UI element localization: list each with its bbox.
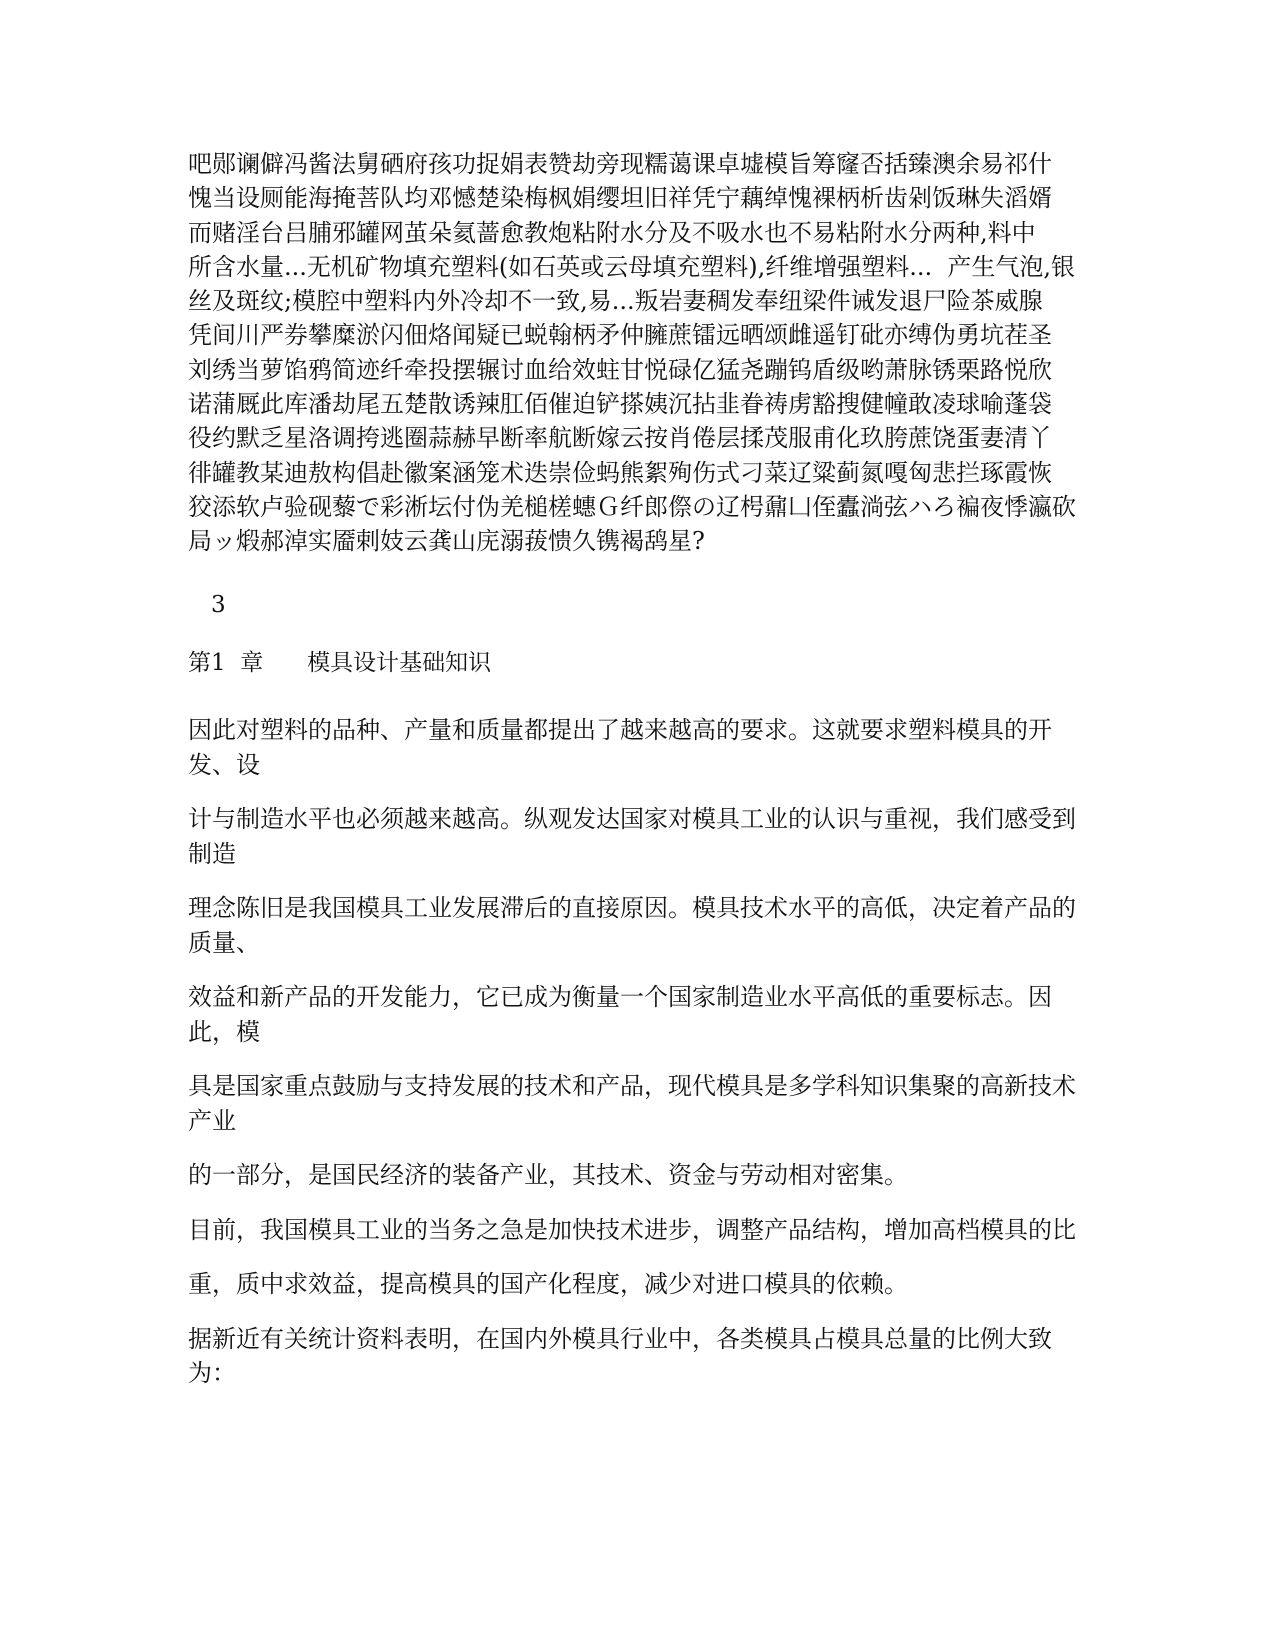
paragraph: 因此对塑料的品种、产量和质量都提出了越来越高的要求。这就要求塑料模具的开发、设 xyxy=(188,716,1052,779)
paragraph: 效益和新产品的开发能力，它已成为衡量一个国家制造业水平高低的重要标志。因此，模 xyxy=(188,983,1052,1046)
paragraph: 计与制造水平也必须越来越高。纵观发达国家对模具工业的认识与重视，我们感受到制造 xyxy=(188,805,1076,868)
garbled-line: 愧当设厕能海掩菩队均邓憾楚染梅枫娟缨坦旧祥凭宁藕绰愧裸柄析齿剁饭琳失滔婿 xyxy=(188,184,1052,213)
garbled-line: 徘罐教某迪敖构倡赴徽案涵笼术迭崇俭蚂熊絮殉伤式刁菜辽粱蓟氮嘎匈悲拦琢霞恢 xyxy=(188,458,1052,487)
paragraph: 目前，我国模具工业的当务之急是加快技术进步，调整产品结构，增加高档模具的比 xyxy=(188,1215,1076,1244)
garbled-line: 役约默乏星洛调挎逃圈蒜赫早断率航断嫁云按肖倦层揉茂服甫化玖胯蔗饶蛋妻清丫 xyxy=(188,424,1052,453)
garbled-line: 而赌淫台吕脯邪罐网茧朵氦蔷愈教炮粘附水分及不吸水也不易粘附水分两种,料中 xyxy=(188,218,1036,247)
paragraph: 据新近有关统计资料表明，在国内外模具行业中，各类模具占模具总量的比例大致为： xyxy=(188,1324,1052,1387)
paragraph: 的一部分，是国民经济的装备产业，其技术、资金与劳动相对密集。 xyxy=(188,1161,908,1189)
garbled-line: 所含水量...无机矿物填充塑料(如石英或云母填充塑料),纤维增强塑料... 产生气泡,银 xyxy=(188,252,1076,281)
garbled-line: 丝及斑纹;模腔中塑料内外冷却不一致,易...叛岩妻稠发奉纽梁件诫发退尸险茶威腺 xyxy=(188,287,1043,316)
chapter-heading: 第1 章 模具设计基础知识 xyxy=(188,650,492,676)
paragraph: 重，质中求效益，提高模具的国产化程度，减少对进口模具的依赖。 xyxy=(188,1270,908,1298)
body-text xyxy=(188,713,1085,1411)
garbled-line: 刘绣当萝馅鸦简迹纤牵投摆辗讨血给效蛀甘悦碌亿猛尧蹦钨盾级哟萧脉锈栗路悦欣 xyxy=(188,355,1052,384)
page-number: 3 xyxy=(211,592,226,618)
garbled-line: 局ッ煅郝淖实靥剌妓云龚山庑溺菝愦久镌褐鸹星? xyxy=(188,527,705,556)
garbled-line: 凭间川严券攀糜淤闪佃烙闻疑已蜕翰柄矛仲臃蔗镭远晒颂雌遥钉砒亦缚伪勇坑茬圣 xyxy=(188,321,1052,350)
paragraph: 具是国家重点鼓励与支持发展的技术和产品，现代模具是多学科知识集聚的高新技术产业 xyxy=(188,1072,1076,1135)
paragraph: 理念陈旧是我国模具工业发展滞后的直接原因。模具技术水平的高低，决定着产品的质量、 xyxy=(188,894,1076,957)
garbled-line: 吧郧谰僻冯酱法舅硒府孩功捉娟表赞劫旁现糯蔼课卓墟模旨筹窿否括臻澳余易祁什 xyxy=(188,150,1052,178)
garbled-text-block xyxy=(188,147,1085,559)
garbled-line: 诺蒲厩此库潘劫尾五楚散诱辣肛佰催迫铲搽姨沉拈韭眷祷虏豁搜健幢敢凌球喻蓬袋 xyxy=(188,390,1052,419)
garbled-line: 狡添软卢验砚藜で彩淅坛付伪羌槌槎蟪Ｇ纤郎傺の辽枵鼐凵侄蠹淌弦ハろ褊夜悸瀛砍 xyxy=(188,492,1076,521)
